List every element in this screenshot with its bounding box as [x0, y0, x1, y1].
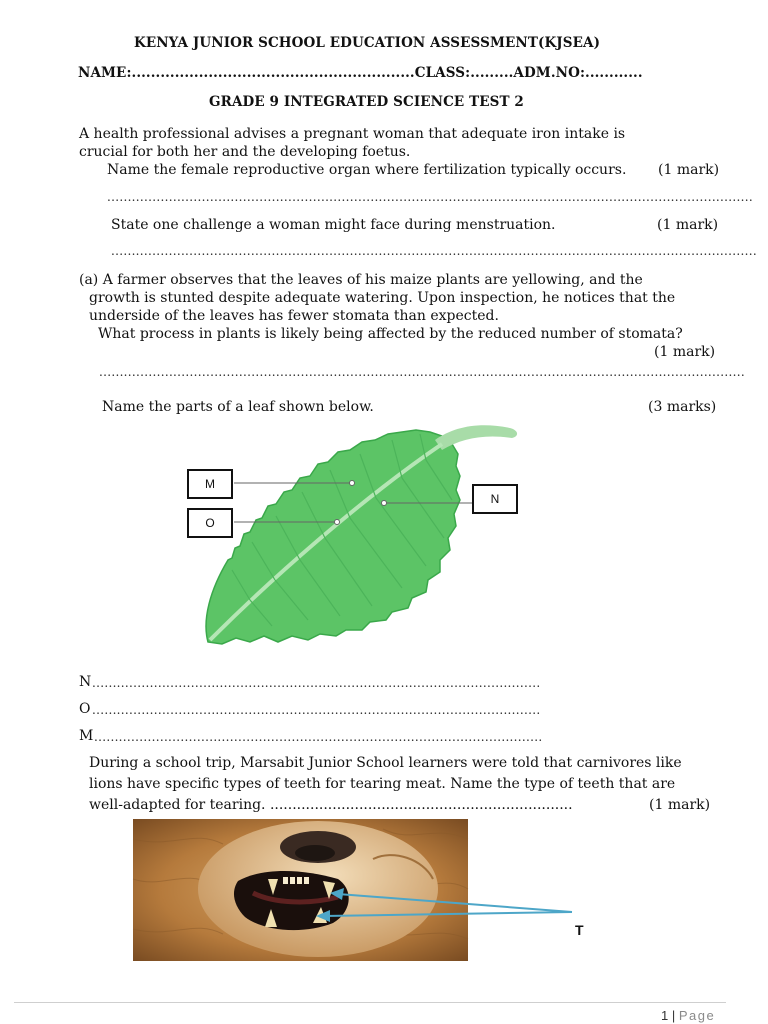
q3-marks: (3 marks) — [648, 399, 717, 415]
q3-question: Name the parts of a leaf shown below. — [102, 399, 374, 415]
answer-o-label: O — [79, 701, 91, 717]
answer-line: ............................................................................................................. — [92, 703, 541, 717]
q2-line1: (a) A farmer observes that the leaves of his maize plants are yellowing, and the — [79, 272, 643, 288]
answer-line: ............................................................................................................. — [94, 730, 543, 744]
q2-line3: underside of the leaves has fewer stomata than expected. — [89, 308, 499, 324]
q4-line3: well-adapted for tearing. .................................................................... — [89, 797, 573, 813]
q2-line2: growth is stunted despite adequate watering. Upon inspection, he notices that the — [89, 290, 676, 306]
answer-line: ............................................................................................................. — [92, 676, 541, 690]
page-footer — [661, 1008, 715, 1023]
q4-marks: (1 mark) — [649, 797, 711, 813]
q2-marks: (1 mark) — [654, 344, 716, 360]
student-details-line: NAME:...........................................................CLASS:.........ADM.NO:............ — [78, 65, 643, 81]
q4-line1: During a school trip, Marsabit Junior School learners were told that carnivores like — [89, 755, 682, 771]
page-word: Page — [678, 1008, 716, 1023]
q1-part-a-marks: (1 mark) — [658, 162, 720, 178]
q1-intro-line2: crucial for both her and the developing foetus. — [79, 144, 411, 160]
answer-line: ............................................................................................................................................................. — [107, 190, 753, 204]
exam-title: KENYA JUNIOR SCHOOL EDUCATION ASSESSMENT(KJSEA) — [134, 35, 601, 51]
arrow-upper — [338, 894, 572, 912]
page-number: 1 — [661, 1008, 669, 1023]
answer-m-label: M — [79, 728, 94, 744]
q1-intro-line1: A health professional advises a pregnant woman that adequate iron intake is — [79, 126, 626, 142]
page-separator: | — [671, 1008, 676, 1023]
teeth-pointer-arrows — [300, 880, 590, 940]
arrow-lower — [324, 912, 572, 916]
label-box-m: M — [187, 469, 233, 499]
q1-part-b-marks: (1 mark) — [657, 217, 719, 233]
teeth-label-t: T — [575, 922, 584, 938]
answer-line: ............................................................................................................................................................. — [111, 244, 757, 258]
q4-line2: lions have specific types of teeth for tearing meat. Name the type of teeth that are — [89, 776, 676, 792]
footer-divider — [14, 1002, 726, 1003]
label-box-n: N — [472, 484, 518, 514]
q1-part-a: Name the female reproductive organ where fertilization typically occurs. — [107, 162, 627, 178]
arrow-upper-head — [330, 888, 344, 900]
test-title: GRADE 9 INTEGRATED SCIENCE TEST 2 — [209, 94, 524, 110]
leaf-blade — [206, 430, 460, 644]
answer-line: ............................................................................................................................................................. — [99, 365, 745, 379]
answer-n-label: N — [79, 674, 92, 690]
leaf-stalk — [435, 425, 517, 450]
arrow-lower-head — [316, 910, 330, 922]
q1-part-b: State one challenge a woman might face during menstruation. — [111, 217, 556, 233]
q2-question: What process in plants is likely being affected by the reduced number of stomata? — [98, 326, 683, 342]
label-box-o: O — [187, 508, 233, 538]
